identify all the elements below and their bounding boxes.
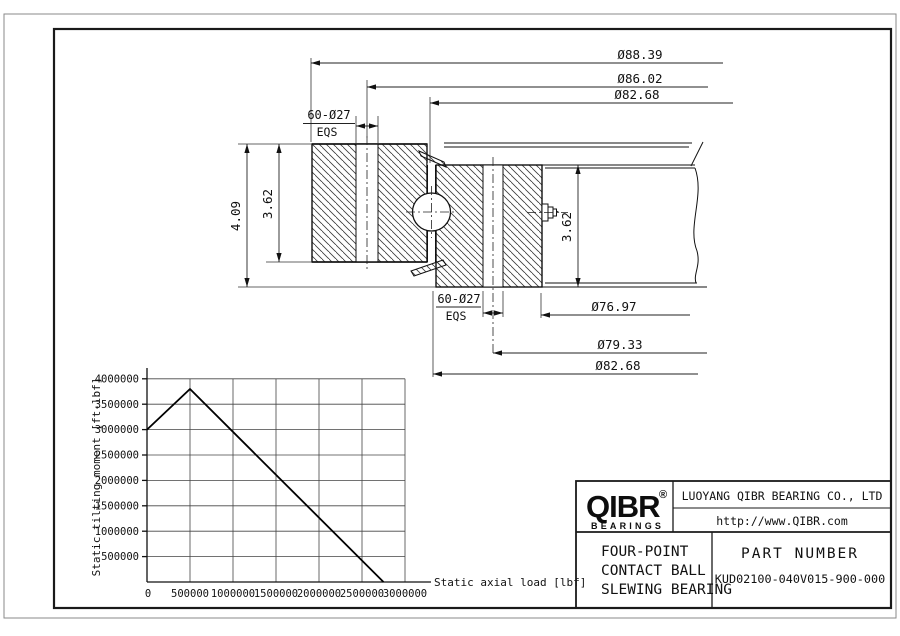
dim-od-label: Ø88.39 bbox=[617, 47, 663, 62]
dim-inner-bolt-circle-label: Ø79.33 bbox=[597, 337, 643, 352]
dim-outer-bolt-circle-label: Ø86.02 bbox=[617, 71, 663, 86]
svg-text:4000000: 4000000 bbox=[94, 373, 139, 386]
svg-text:2000000: 2000000 bbox=[296, 588, 342, 600]
svg-text:3500000: 3500000 bbox=[94, 398, 139, 411]
svg-text:FOUR-POINT: FOUR-POINT bbox=[601, 544, 689, 560]
dim-race-bottom-label: Ø82.68 bbox=[595, 358, 641, 373]
company-website: http://www.QIBR.com bbox=[716, 514, 848, 528]
outer-ring-section bbox=[312, 144, 427, 262]
x-axis-title: Static axial load [lbf] bbox=[434, 576, 587, 589]
inner-ring-section bbox=[436, 165, 542, 287]
svg-text:1000000: 1000000 bbox=[94, 525, 139, 538]
logo-registered-mark: ® bbox=[659, 489, 668, 501]
company-logo bbox=[586, 489, 667, 531]
svg-text:500000: 500000 bbox=[101, 551, 139, 564]
svg-text:2000000: 2000000 bbox=[94, 475, 139, 487]
outer-bolt-eqs-label: EQS bbox=[316, 125, 338, 139]
part-number-label: PART NUMBER bbox=[740, 546, 860, 562]
svg-text:2500000: 2500000 bbox=[94, 449, 139, 462]
svg-text:CONTACT BALL: CONTACT BALL bbox=[601, 563, 706, 579]
logo-sub-text: BEARINGS bbox=[591, 521, 665, 531]
svg-text:3000000: 3000000 bbox=[382, 588, 428, 600]
svg-text:3000000: 3000000 bbox=[94, 424, 139, 437]
svg-text:1500000: 1500000 bbox=[94, 500, 139, 513]
dim-bore-label: Ø76.97 bbox=[591, 299, 637, 314]
height-total-label: 4.09 bbox=[228, 200, 243, 232]
x-tick-labels bbox=[145, 588, 427, 600]
svg-text:500000: 500000 bbox=[171, 588, 209, 600]
svg-text:0: 0 bbox=[144, 588, 152, 600]
y-axis-title: Static tilting moment [ft-lbf] bbox=[90, 377, 103, 577]
height-outer-ring-label: 3.62 bbox=[260, 188, 275, 220]
inner-bolt-holes-label: 60-Ø27 bbox=[437, 292, 481, 306]
svg-text:1500000: 1500000 bbox=[253, 588, 299, 600]
height-inner-ring-label: 3.62 bbox=[559, 211, 574, 243]
company-name: LUOYANG QIBR BEARING CO., LTD bbox=[681, 489, 883, 503]
outer-bolt-holes-label: 60-Ø27 bbox=[307, 108, 351, 122]
part-number-value: KUD02100-040V015-900-000 bbox=[714, 572, 886, 586]
dim-race-top-label: Ø82.68 bbox=[614, 87, 660, 102]
svg-text:1000000: 1000000 bbox=[210, 588, 256, 600]
inner-bolt-eqs-label: EQS bbox=[445, 309, 467, 323]
logo-brand-text: QIBR bbox=[586, 489, 660, 524]
svg-text:2500000: 2500000 bbox=[339, 588, 385, 600]
svg-text:SLEWING BEARING: SLEWING BEARING bbox=[601, 582, 732, 598]
